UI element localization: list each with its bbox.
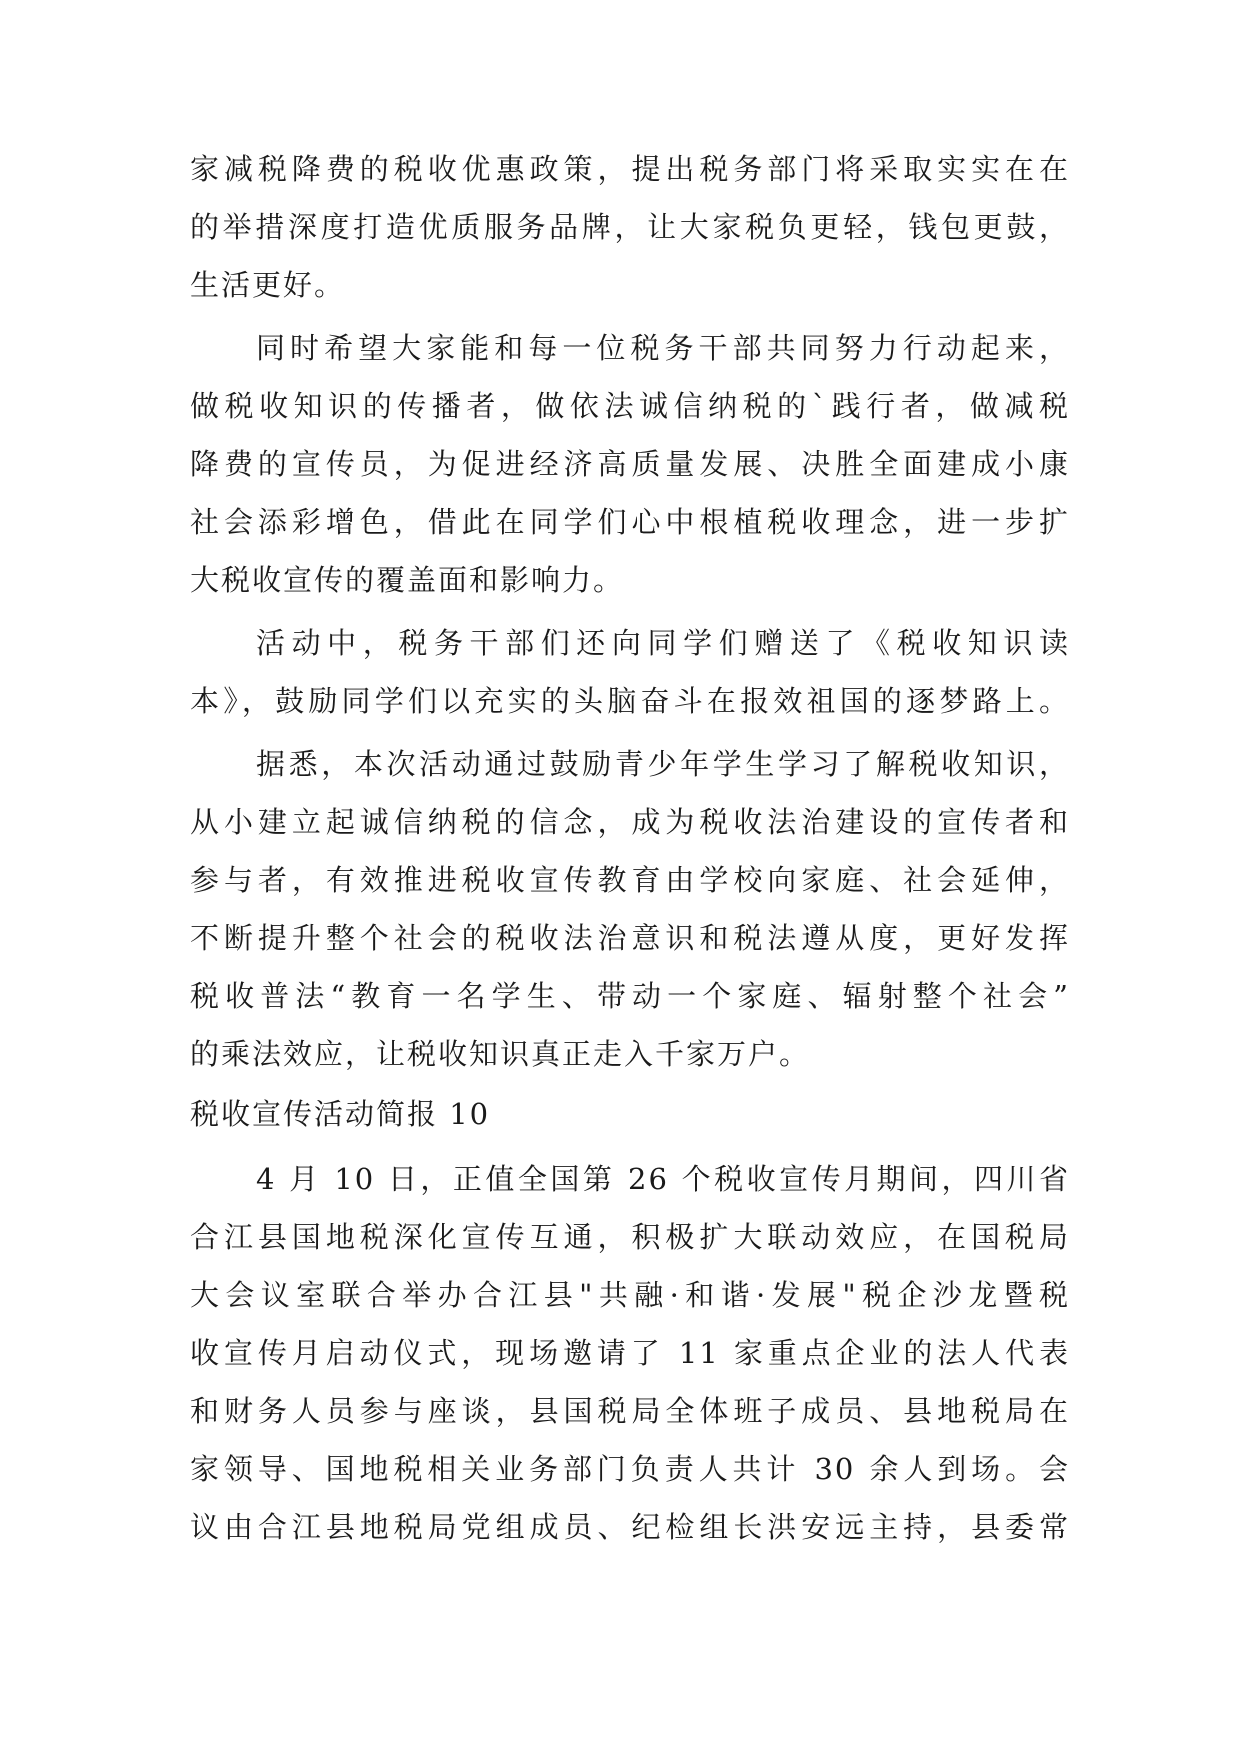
- paragraph-first-line: 同时希望大家能和每一位税务干部共同努力行动起来，: [256, 331, 1070, 365]
- text-line: 合江县国地税深化宣传互通，积极扩大联动效应，在国税局: [190, 1220, 1070, 1254]
- text-line: 做税收知识的传播者，做依法诚信纳税的`践行者，做减税: [190, 389, 1070, 423]
- text-line: 不断提升整个社会的税收法治意识和税法遵从度，更好发挥: [190, 921, 1070, 955]
- text-line: 降费的宣传员，为促进经济高质量发展、决胜全面建成小康: [190, 447, 1070, 481]
- text-line: 收宣传月启动仪式，现场邀请了 11 家重点企业的法人代表: [190, 1336, 1070, 1370]
- text-line: 社会添彩增色，借此在同学们心中根植税收理念，进一步扩: [190, 505, 1070, 539]
- section-heading: 税收宣传活动简报 10: [190, 1097, 491, 1131]
- text-line: 从小建立起诚信纳税的信念，成为税收法治建设的宣传者和: [190, 805, 1070, 839]
- text-line: 本》，鼓励同学们以充实的头脑奋斗在报效祖国的逐梦路上。: [190, 684, 1070, 718]
- text-line: 参与者，有效推进税收宣传教育由学校向家庭、社会延伸，: [190, 863, 1070, 897]
- text-line: 税收普法“教育一名学生、带动一个家庭、辐射整个社会”: [190, 979, 1070, 1013]
- paragraph-first-line: 活动中，税务干部们还向同学们赠送了《税收知识读: [256, 626, 1070, 660]
- text-line: 的乘法效应，让税收知识真正走入千家万户。: [190, 1037, 811, 1071]
- paragraph-first-line: 4 月 10 日，正值全国第 26 个税收宣传月期间，四川省: [256, 1162, 1070, 1196]
- text-line: 家领导、国地税相关业务部门负责人共计 30 余人到场。会: [190, 1452, 1070, 1486]
- text-line: 家减税降费的税收优惠政策，提出税务部门将采取实实在在: [190, 152, 1070, 186]
- text-line: 议由合江县地税局党组成员、纪检组长洪安远主持，县委常: [190, 1510, 1070, 1544]
- paragraph-first-line: 据悉，本次活动通过鼓励青少年学生学习了解税收知识，: [256, 747, 1070, 781]
- text-line: 的举措深度打造优质服务品牌，让大家税负更轻，钱包更鼓，: [190, 210, 1070, 244]
- text-line: 生活更好。: [190, 268, 346, 302]
- text-line: 大税收宣传的覆盖面和影响力。: [190, 563, 625, 597]
- text-line: 大会议室联合举办合江县"共融·和谐·发展"税企沙龙暨税: [190, 1278, 1070, 1312]
- text-line: 和财务人员参与座谈，县国税局全体班子成员、县地税局在: [190, 1394, 1070, 1428]
